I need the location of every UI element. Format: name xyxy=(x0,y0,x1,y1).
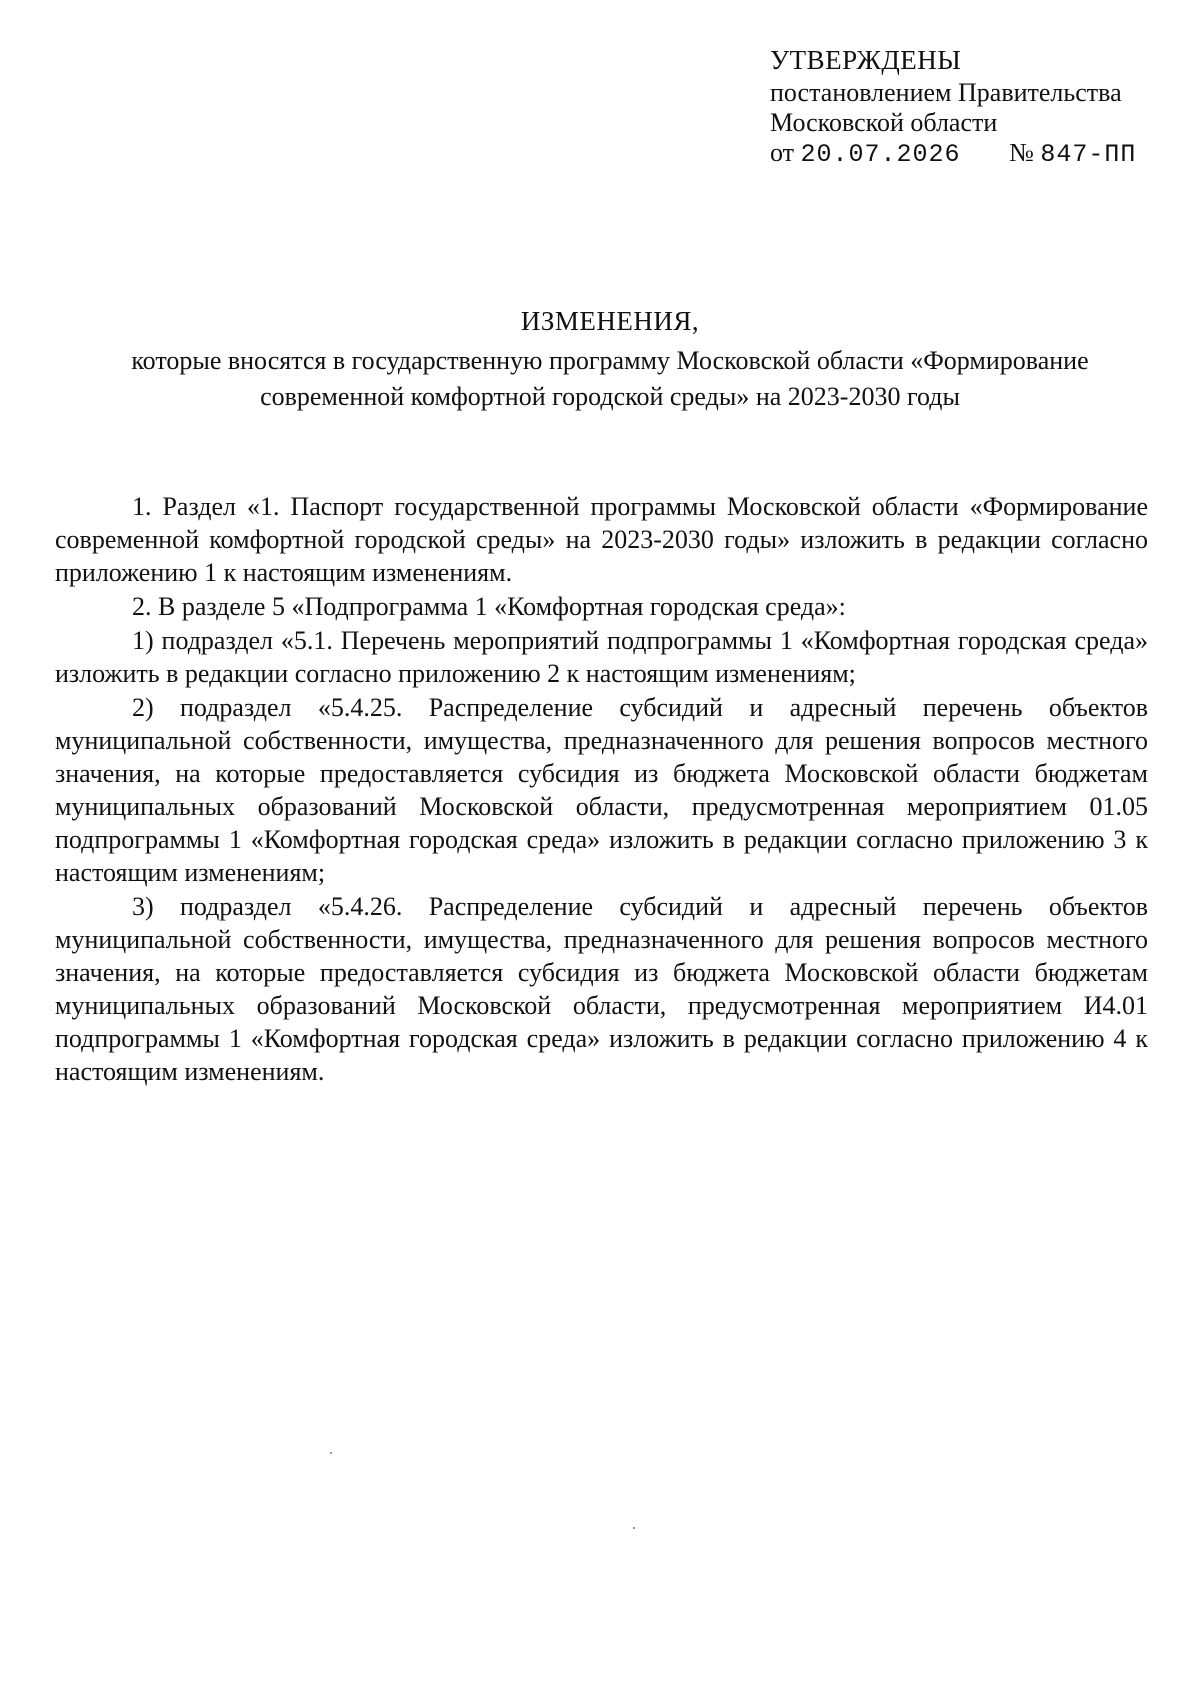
paragraph-1: 1. Раздел «1. Паспорт государственной программы Московской области «Формирование современной комфортной городской среды» на 2023-2030 годы» изложить в редакции согласно приложению 1 к настоящим изменениям. xyxy=(55,492,1148,587)
document-subtitle-line-1: которые вносятся в государственную программу Московской области «Формирование xyxy=(131,346,1089,375)
paragraph-3: 1) подраздел «5.1. Перечень мероприятий подпрограммы 1 «Комфортная городская среда» изложить в редакции согласно приложению 2 к настоящим изменениям; xyxy=(55,626,1148,688)
paragraph-4: 2) подраздел «5.4.25. Распределение субсидий и адресный перечень объектов муниципальной собственности, имущества, предназначенного для решения вопросов местного значения, на которые предоставляется субсидия из бюджета Московской области бюджетам муниципальных образований Московской области, предусмотренная мероприятием 01.05 подпрограммы 1 «Комфортная городская среда» изложить в редакции согласно приложению 3 к настоящим изменениям; xyxy=(55,693,1148,887)
date-prefix: от xyxy=(770,138,795,167)
document-title: ИЗМЕНЕНИЯ, xyxy=(520,306,700,336)
number-sign: № xyxy=(1009,138,1034,167)
approval-block xyxy=(770,44,1170,170)
scan-speck xyxy=(633,1527,635,1529)
approval-line-1: постановлением Правительства xyxy=(770,78,1122,107)
paragraph-2: 2. В разделе 5 «Подпрограмма 1 «Комфортная городская среда»: xyxy=(132,592,846,621)
scan-speck xyxy=(330,1452,332,1454)
document-subtitle-line-2: современной комфортной городской среды» на 2023-2030 годы xyxy=(260,382,960,411)
approval-date-line xyxy=(770,138,1170,170)
document-body xyxy=(55,490,1148,1089)
approval-date: 20.07.2026 xyxy=(800,140,961,169)
document-heading xyxy=(60,305,1160,415)
approval-number: 847-ПП xyxy=(1040,140,1137,169)
paragraph-5: 3) подраздел «5.4.26. Распределение субсидий и адресный перечень объектов муниципальной собственности, имущества, предназначенного для решения вопросов местного значения, на которые предоставляется субсидия из бюджета Московской области бюджетам муниципальных образований Московской области, предусмотренная мероприятием И4.01 подпрограммы 1 «Комфортная городская среда» изложить в редакции согласно приложению 4 к настоящим изменениям. xyxy=(55,892,1148,1086)
approval-title: УТВЕРЖДЕНЫ xyxy=(770,45,962,75)
approval-line-2: Московской области xyxy=(770,108,998,137)
